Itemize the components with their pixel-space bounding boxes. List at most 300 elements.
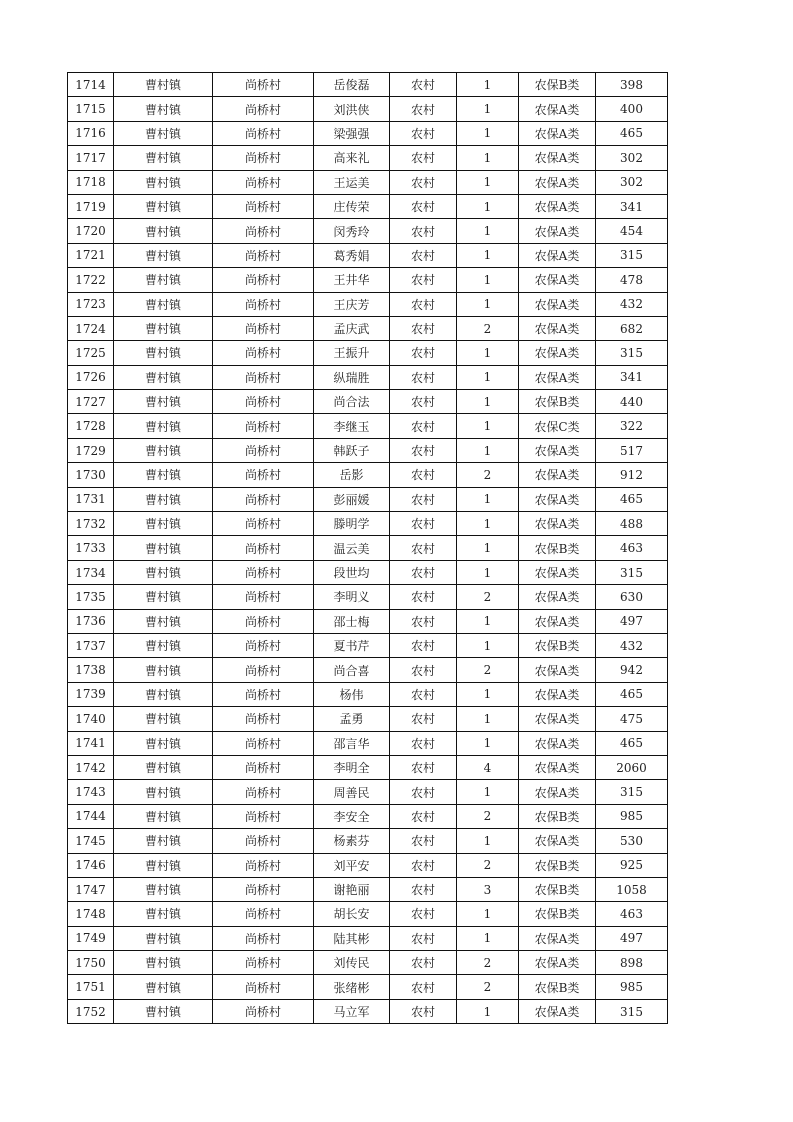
amount-cell: 440 bbox=[596, 390, 668, 414]
name-cell: 杨伟 bbox=[314, 682, 390, 706]
village-cell: 尚桥村 bbox=[213, 975, 314, 999]
area-type-cell: 农村 bbox=[390, 926, 457, 950]
village-cell: 尚桥村 bbox=[213, 243, 314, 267]
table-row bbox=[68, 951, 668, 975]
town-cell: 曹村镇 bbox=[114, 926, 213, 950]
village-cell: 尚桥村 bbox=[213, 658, 314, 682]
name-cell: 段世均 bbox=[314, 560, 390, 584]
name-cell: 马立军 bbox=[314, 999, 390, 1023]
insurance-category-cell: 农保B类 bbox=[519, 975, 596, 999]
area-type-cell: 农村 bbox=[390, 999, 457, 1023]
row-number-cell: 1716 bbox=[68, 121, 114, 145]
town-cell: 曹村镇 bbox=[114, 243, 213, 267]
table-row bbox=[68, 609, 668, 633]
table-row bbox=[68, 682, 668, 706]
insurance-category-cell: 农保B类 bbox=[519, 902, 596, 926]
amount-cell: 1058 bbox=[596, 877, 668, 901]
table-row bbox=[68, 316, 668, 340]
area-type-cell: 农村 bbox=[390, 975, 457, 999]
village-cell: 尚桥村 bbox=[213, 219, 314, 243]
village-cell: 尚桥村 bbox=[213, 146, 314, 170]
table-row bbox=[68, 829, 668, 853]
village-cell: 尚桥村 bbox=[213, 609, 314, 633]
row-number-cell: 1715 bbox=[68, 97, 114, 121]
household-count-cell: 1 bbox=[457, 292, 519, 316]
row-number-cell: 1746 bbox=[68, 853, 114, 877]
household-count-cell: 1 bbox=[457, 999, 519, 1023]
amount-cell: 465 bbox=[596, 731, 668, 755]
amount-cell: 497 bbox=[596, 926, 668, 950]
area-type-cell: 农村 bbox=[390, 658, 457, 682]
amount-cell: 315 bbox=[596, 243, 668, 267]
name-cell: 张绪彬 bbox=[314, 975, 390, 999]
household-count-cell: 2 bbox=[457, 975, 519, 999]
town-cell: 曹村镇 bbox=[114, 682, 213, 706]
household-count-cell: 2 bbox=[457, 853, 519, 877]
village-cell: 尚桥村 bbox=[213, 707, 314, 731]
row-number-cell: 1724 bbox=[68, 316, 114, 340]
amount-cell: 478 bbox=[596, 268, 668, 292]
row-number-cell: 1748 bbox=[68, 902, 114, 926]
name-cell: 刘洪侠 bbox=[314, 97, 390, 121]
village-cell: 尚桥村 bbox=[213, 390, 314, 414]
table-row bbox=[68, 999, 668, 1023]
area-type-cell: 农村 bbox=[390, 463, 457, 487]
insurance-category-cell: 农保A类 bbox=[519, 438, 596, 462]
row-number-cell: 1726 bbox=[68, 365, 114, 389]
row-number-cell: 1742 bbox=[68, 755, 114, 779]
table-row bbox=[68, 268, 668, 292]
town-cell: 曹村镇 bbox=[114, 658, 213, 682]
row-number-cell: 1737 bbox=[68, 633, 114, 657]
town-cell: 曹村镇 bbox=[114, 268, 213, 292]
insurance-category-cell: 农保B类 bbox=[519, 853, 596, 877]
name-cell: 邵士梅 bbox=[314, 609, 390, 633]
household-count-cell: 2 bbox=[457, 658, 519, 682]
table-row bbox=[68, 633, 668, 657]
amount-cell: 315 bbox=[596, 780, 668, 804]
table-row bbox=[68, 438, 668, 462]
name-cell: 庄传荣 bbox=[314, 194, 390, 218]
insurance-category-cell: 农保A类 bbox=[519, 585, 596, 609]
name-cell: 周善民 bbox=[314, 780, 390, 804]
town-cell: 曹村镇 bbox=[114, 341, 213, 365]
table-row bbox=[68, 926, 668, 950]
amount-cell: 925 bbox=[596, 853, 668, 877]
table-row bbox=[68, 414, 668, 438]
village-cell: 尚桥村 bbox=[213, 999, 314, 1023]
village-cell: 尚桥村 bbox=[213, 268, 314, 292]
village-cell: 尚桥村 bbox=[213, 463, 314, 487]
household-count-cell: 1 bbox=[457, 707, 519, 731]
village-cell: 尚桥村 bbox=[213, 633, 314, 657]
area-type-cell: 农村 bbox=[390, 121, 457, 145]
row-number-cell: 1745 bbox=[68, 829, 114, 853]
village-cell: 尚桥村 bbox=[213, 951, 314, 975]
row-number-cell: 1730 bbox=[68, 463, 114, 487]
village-cell: 尚桥村 bbox=[213, 853, 314, 877]
insurance-category-cell: 农保A类 bbox=[519, 487, 596, 511]
amount-cell: 465 bbox=[596, 487, 668, 511]
name-cell: 尚合喜 bbox=[314, 658, 390, 682]
row-number-cell: 1722 bbox=[68, 268, 114, 292]
village-cell: 尚桥村 bbox=[213, 682, 314, 706]
insurance-category-cell: 农保A类 bbox=[519, 243, 596, 267]
town-cell: 曹村镇 bbox=[114, 829, 213, 853]
town-cell: 曹村镇 bbox=[114, 194, 213, 218]
town-cell: 曹村镇 bbox=[114, 73, 213, 97]
table-row bbox=[68, 292, 668, 316]
household-count-cell: 2 bbox=[457, 463, 519, 487]
table-row bbox=[68, 975, 668, 999]
household-count-cell: 1 bbox=[457, 243, 519, 267]
village-cell: 尚桥村 bbox=[213, 97, 314, 121]
amount-cell: 341 bbox=[596, 194, 668, 218]
name-cell: 夏书芹 bbox=[314, 633, 390, 657]
table-row bbox=[68, 194, 668, 218]
amount-cell: 398 bbox=[596, 73, 668, 97]
area-type-cell: 农村 bbox=[390, 951, 457, 975]
household-count-cell: 1 bbox=[457, 365, 519, 389]
table-row bbox=[68, 121, 668, 145]
name-cell: 刘传民 bbox=[314, 951, 390, 975]
table-row bbox=[68, 170, 668, 194]
area-type-cell: 农村 bbox=[390, 780, 457, 804]
area-type-cell: 农村 bbox=[390, 853, 457, 877]
town-cell: 曹村镇 bbox=[114, 487, 213, 511]
insurance-category-cell: 农保B类 bbox=[519, 536, 596, 560]
town-cell: 曹村镇 bbox=[114, 219, 213, 243]
row-number-cell: 1719 bbox=[68, 194, 114, 218]
row-number-cell: 1725 bbox=[68, 341, 114, 365]
town-cell: 曹村镇 bbox=[114, 609, 213, 633]
table-row bbox=[68, 219, 668, 243]
table-row bbox=[68, 902, 668, 926]
name-cell: 邵言华 bbox=[314, 731, 390, 755]
row-number-cell: 1741 bbox=[68, 731, 114, 755]
table-row bbox=[68, 487, 668, 511]
name-cell: 李继玉 bbox=[314, 414, 390, 438]
household-count-cell: 1 bbox=[457, 780, 519, 804]
name-cell: 纵瑞胜 bbox=[314, 365, 390, 389]
amount-cell: 315 bbox=[596, 560, 668, 584]
amount-cell: 432 bbox=[596, 633, 668, 657]
amount-cell: 465 bbox=[596, 682, 668, 706]
area-type-cell: 农村 bbox=[390, 877, 457, 901]
village-cell: 尚桥村 bbox=[213, 414, 314, 438]
table-body bbox=[68, 73, 668, 1024]
area-type-cell: 农村 bbox=[390, 414, 457, 438]
area-type-cell: 农村 bbox=[390, 97, 457, 121]
area-type-cell: 农村 bbox=[390, 316, 457, 340]
row-number-cell: 1717 bbox=[68, 146, 114, 170]
table-row bbox=[68, 804, 668, 828]
area-type-cell: 农村 bbox=[390, 755, 457, 779]
area-type-cell: 农村 bbox=[390, 268, 457, 292]
town-cell: 曹村镇 bbox=[114, 853, 213, 877]
area-type-cell: 农村 bbox=[390, 609, 457, 633]
row-number-cell: 1744 bbox=[68, 804, 114, 828]
insurance-category-cell: 农保B类 bbox=[519, 390, 596, 414]
town-cell: 曹村镇 bbox=[114, 390, 213, 414]
household-count-cell: 2 bbox=[457, 804, 519, 828]
area-type-cell: 农村 bbox=[390, 829, 457, 853]
table-row bbox=[68, 73, 668, 97]
town-cell: 曹村镇 bbox=[114, 292, 213, 316]
row-number-cell: 1732 bbox=[68, 512, 114, 536]
insurance-category-cell: 农保A类 bbox=[519, 682, 596, 706]
household-count-cell: 1 bbox=[457, 73, 519, 97]
town-cell: 曹村镇 bbox=[114, 877, 213, 901]
town-cell: 曹村镇 bbox=[114, 97, 213, 121]
name-cell: 尚合法 bbox=[314, 390, 390, 414]
row-number-cell: 1740 bbox=[68, 707, 114, 731]
household-count-cell: 1 bbox=[457, 390, 519, 414]
household-count-cell: 1 bbox=[457, 194, 519, 218]
amount-cell: 454 bbox=[596, 219, 668, 243]
household-count-cell: 1 bbox=[457, 341, 519, 365]
amount-cell: 630 bbox=[596, 585, 668, 609]
insurance-category-cell: 农保A类 bbox=[519, 512, 596, 536]
household-count-cell: 1 bbox=[457, 633, 519, 657]
town-cell: 曹村镇 bbox=[114, 951, 213, 975]
table-row bbox=[68, 512, 668, 536]
row-number-cell: 1751 bbox=[68, 975, 114, 999]
insurance-category-cell: 农保A类 bbox=[519, 780, 596, 804]
area-type-cell: 农村 bbox=[390, 390, 457, 414]
name-cell: 孟勇 bbox=[314, 707, 390, 731]
insurance-category-cell: 农保A类 bbox=[519, 268, 596, 292]
amount-cell: 302 bbox=[596, 146, 668, 170]
town-cell: 曹村镇 bbox=[114, 585, 213, 609]
row-number-cell: 1731 bbox=[68, 487, 114, 511]
amount-cell: 497 bbox=[596, 609, 668, 633]
town-cell: 曹村镇 bbox=[114, 804, 213, 828]
table-row bbox=[68, 853, 668, 877]
row-number-cell: 1752 bbox=[68, 999, 114, 1023]
name-cell: 闵秀玲 bbox=[314, 219, 390, 243]
amount-cell: 315 bbox=[596, 999, 668, 1023]
household-count-cell: 2 bbox=[457, 316, 519, 340]
name-cell: 陆其彬 bbox=[314, 926, 390, 950]
insurance-category-cell: 农保A类 bbox=[519, 194, 596, 218]
area-type-cell: 农村 bbox=[390, 682, 457, 706]
town-cell: 曹村镇 bbox=[114, 365, 213, 389]
table-row bbox=[68, 780, 668, 804]
insurance-category-cell: 农保B类 bbox=[519, 804, 596, 828]
area-type-cell: 农村 bbox=[390, 194, 457, 218]
area-type-cell: 农村 bbox=[390, 73, 457, 97]
area-type-cell: 农村 bbox=[390, 292, 457, 316]
table-row bbox=[68, 463, 668, 487]
area-type-cell: 农村 bbox=[390, 804, 457, 828]
name-cell: 韩跃子 bbox=[314, 438, 390, 462]
insurance-category-cell: 农保A类 bbox=[519, 560, 596, 584]
amount-cell: 942 bbox=[596, 658, 668, 682]
row-number-cell: 1721 bbox=[68, 243, 114, 267]
insurance-category-cell: 农保A类 bbox=[519, 146, 596, 170]
amount-cell: 463 bbox=[596, 902, 668, 926]
household-count-cell: 1 bbox=[457, 121, 519, 145]
village-cell: 尚桥村 bbox=[213, 487, 314, 511]
insurance-category-cell: 农保B类 bbox=[519, 633, 596, 657]
insurance-category-cell: 农保A类 bbox=[519, 219, 596, 243]
village-cell: 尚桥村 bbox=[213, 731, 314, 755]
table-row bbox=[68, 707, 668, 731]
row-number-cell: 1735 bbox=[68, 585, 114, 609]
village-cell: 尚桥村 bbox=[213, 316, 314, 340]
row-number-cell: 1718 bbox=[68, 170, 114, 194]
row-number-cell: 1728 bbox=[68, 414, 114, 438]
insurance-category-cell: 农保B类 bbox=[519, 73, 596, 97]
name-cell: 王运美 bbox=[314, 170, 390, 194]
village-cell: 尚桥村 bbox=[213, 877, 314, 901]
insurance-category-cell: 农保A类 bbox=[519, 292, 596, 316]
area-type-cell: 农村 bbox=[390, 560, 457, 584]
row-number-cell: 1743 bbox=[68, 780, 114, 804]
name-cell: 温云美 bbox=[314, 536, 390, 560]
household-count-cell: 1 bbox=[457, 536, 519, 560]
area-type-cell: 农村 bbox=[390, 243, 457, 267]
household-count-cell: 1 bbox=[457, 682, 519, 706]
table-row bbox=[68, 243, 668, 267]
household-count-cell: 1 bbox=[457, 170, 519, 194]
village-cell: 尚桥村 bbox=[213, 926, 314, 950]
household-count-cell: 1 bbox=[457, 829, 519, 853]
town-cell: 曹村镇 bbox=[114, 780, 213, 804]
area-type-cell: 农村 bbox=[390, 341, 457, 365]
village-cell: 尚桥村 bbox=[213, 341, 314, 365]
insurance-category-cell: 农保A类 bbox=[519, 97, 596, 121]
insurance-category-cell: 农保A类 bbox=[519, 463, 596, 487]
name-cell: 胡长安 bbox=[314, 902, 390, 926]
name-cell: 高来礼 bbox=[314, 146, 390, 170]
row-number-cell: 1733 bbox=[68, 536, 114, 560]
area-type-cell: 农村 bbox=[390, 633, 457, 657]
name-cell: 彭丽媛 bbox=[314, 487, 390, 511]
table-row bbox=[68, 146, 668, 170]
table-row bbox=[68, 755, 668, 779]
town-cell: 曹村镇 bbox=[114, 536, 213, 560]
amount-cell: 341 bbox=[596, 365, 668, 389]
village-cell: 尚桥村 bbox=[213, 902, 314, 926]
name-cell: 王井华 bbox=[314, 268, 390, 292]
amount-cell: 2060 bbox=[596, 755, 668, 779]
village-cell: 尚桥村 bbox=[213, 438, 314, 462]
area-type-cell: 农村 bbox=[390, 902, 457, 926]
insurance-category-cell: 农保A类 bbox=[519, 829, 596, 853]
table-row bbox=[68, 365, 668, 389]
insurance-category-cell: 农保A类 bbox=[519, 731, 596, 755]
village-cell: 尚桥村 bbox=[213, 780, 314, 804]
town-cell: 曹村镇 bbox=[114, 560, 213, 584]
town-cell: 曹村镇 bbox=[114, 414, 213, 438]
table-row bbox=[68, 731, 668, 755]
household-count-cell: 1 bbox=[457, 438, 519, 462]
town-cell: 曹村镇 bbox=[114, 633, 213, 657]
name-cell: 李明全 bbox=[314, 755, 390, 779]
insurance-category-cell: 农保C类 bbox=[519, 414, 596, 438]
name-cell: 滕明学 bbox=[314, 512, 390, 536]
household-count-cell: 1 bbox=[457, 414, 519, 438]
row-number-cell: 1723 bbox=[68, 292, 114, 316]
insurance-category-cell: 农保A类 bbox=[519, 999, 596, 1023]
amount-cell: 465 bbox=[596, 121, 668, 145]
amount-cell: 898 bbox=[596, 951, 668, 975]
row-number-cell: 1736 bbox=[68, 609, 114, 633]
name-cell: 杨素芬 bbox=[314, 829, 390, 853]
town-cell: 曹村镇 bbox=[114, 170, 213, 194]
household-count-cell: 1 bbox=[457, 731, 519, 755]
name-cell: 梁强强 bbox=[314, 121, 390, 145]
insurance-category-cell: 农保A类 bbox=[519, 316, 596, 340]
area-type-cell: 农村 bbox=[390, 707, 457, 731]
household-count-cell: 1 bbox=[457, 512, 519, 536]
household-count-cell: 3 bbox=[457, 877, 519, 901]
amount-cell: 488 bbox=[596, 512, 668, 536]
household-count-cell: 1 bbox=[457, 219, 519, 243]
town-cell: 曹村镇 bbox=[114, 463, 213, 487]
name-cell: 岳俊磊 bbox=[314, 73, 390, 97]
insurance-category-cell: 农保A类 bbox=[519, 609, 596, 633]
insurance-category-cell: 农保A类 bbox=[519, 755, 596, 779]
village-cell: 尚桥村 bbox=[213, 292, 314, 316]
area-type-cell: 农村 bbox=[390, 438, 457, 462]
name-cell: 刘平安 bbox=[314, 853, 390, 877]
amount-cell: 682 bbox=[596, 316, 668, 340]
area-type-cell: 农村 bbox=[390, 219, 457, 243]
village-cell: 尚桥村 bbox=[213, 73, 314, 97]
village-cell: 尚桥村 bbox=[213, 560, 314, 584]
town-cell: 曹村镇 bbox=[114, 707, 213, 731]
name-cell: 王振升 bbox=[314, 341, 390, 365]
amount-cell: 400 bbox=[596, 97, 668, 121]
row-number-cell: 1750 bbox=[68, 951, 114, 975]
town-cell: 曹村镇 bbox=[114, 731, 213, 755]
insurance-category-cell: 农保A类 bbox=[519, 170, 596, 194]
name-cell: 王庆芳 bbox=[314, 292, 390, 316]
village-cell: 尚桥村 bbox=[213, 121, 314, 145]
village-cell: 尚桥村 bbox=[213, 170, 314, 194]
table-row bbox=[68, 585, 668, 609]
row-number-cell: 1749 bbox=[68, 926, 114, 950]
household-count-cell: 2 bbox=[457, 951, 519, 975]
household-count-cell: 4 bbox=[457, 755, 519, 779]
town-cell: 曹村镇 bbox=[114, 512, 213, 536]
village-cell: 尚桥村 bbox=[213, 755, 314, 779]
household-count-cell: 1 bbox=[457, 902, 519, 926]
area-type-cell: 农村 bbox=[390, 536, 457, 560]
row-number-cell: 1714 bbox=[68, 73, 114, 97]
amount-cell: 912 bbox=[596, 463, 668, 487]
insurance-category-cell: 农保A类 bbox=[519, 341, 596, 365]
table-row bbox=[68, 658, 668, 682]
amount-cell: 432 bbox=[596, 292, 668, 316]
name-cell: 李明义 bbox=[314, 585, 390, 609]
town-cell: 曹村镇 bbox=[114, 999, 213, 1023]
insurance-category-cell: 农保A类 bbox=[519, 365, 596, 389]
table-row bbox=[68, 560, 668, 584]
area-type-cell: 农村 bbox=[390, 512, 457, 536]
household-count-cell: 1 bbox=[457, 268, 519, 292]
household-count-cell: 2 bbox=[457, 585, 519, 609]
amount-cell: 517 bbox=[596, 438, 668, 462]
name-cell: 葛秀娟 bbox=[314, 243, 390, 267]
table-row bbox=[68, 97, 668, 121]
town-cell: 曹村镇 bbox=[114, 755, 213, 779]
beneficiary-table bbox=[67, 72, 668, 1024]
household-count-cell: 1 bbox=[457, 146, 519, 170]
